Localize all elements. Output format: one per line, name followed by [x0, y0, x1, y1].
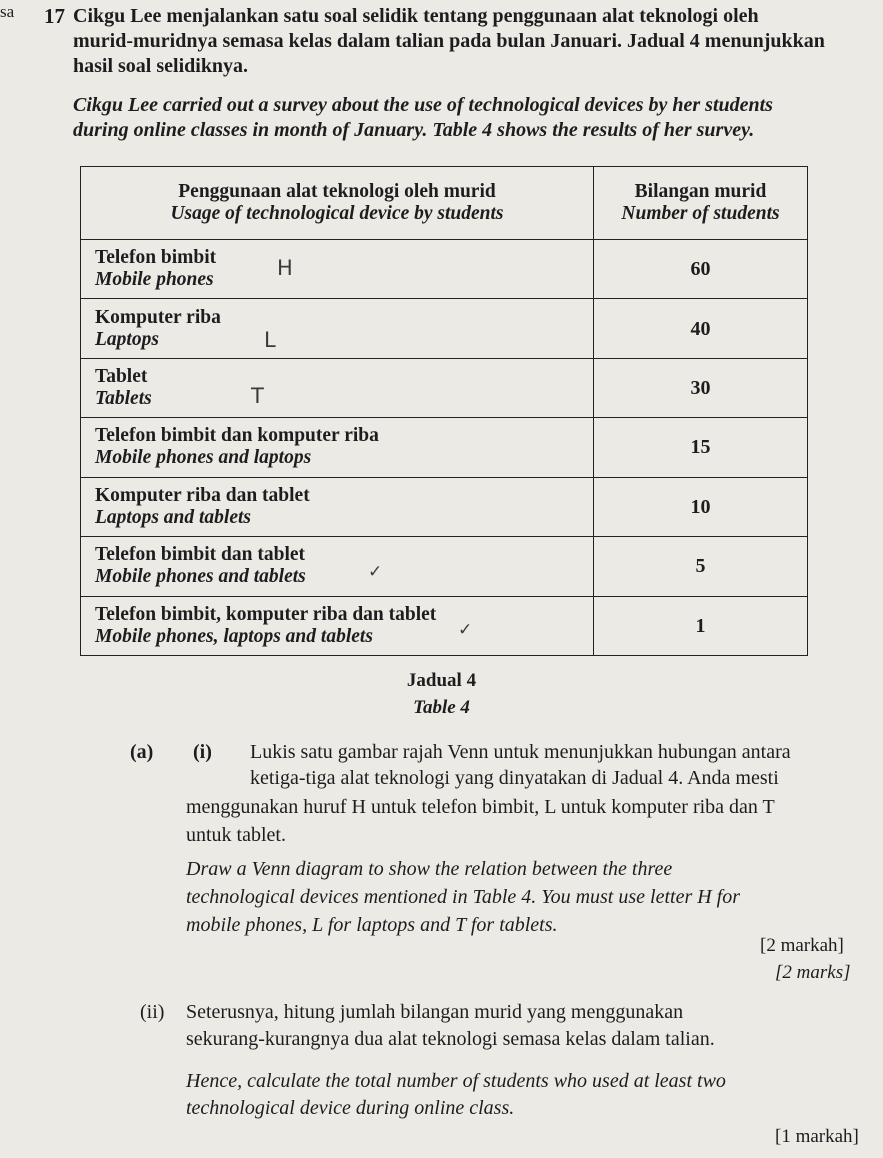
row-device-en: Tablets: [95, 388, 152, 410]
intro-en-line-1: Cikgu Lee carried out a survey about the use of technological devices by her students: [73, 94, 773, 116]
part-a-i-ms-line-4: untuk tablet.: [186, 824, 286, 846]
row-device-en: Mobile phones, laptops and tablets: [95, 625, 373, 647]
row-device-en: Mobile phones: [95, 269, 214, 291]
intro-en-line-2: during online classes in month of January. Table 4 shows the results of her survey.: [73, 119, 755, 141]
handwritten-note-h: H: [277, 256, 293, 280]
row-device-ms: Telefon bimbit, komputer riba dan tablet: [95, 603, 437, 625]
count-column-header: [594, 167, 808, 240]
margin-mark: sa: [0, 2, 15, 21]
part-a-i-marks-ms: [2 markah]: [760, 935, 844, 956]
part-a-i-ms-line-2: ketiga-tiga alat teknologi yang dinyatakan di Jadual 4. Anda mesti: [250, 767, 779, 789]
part-a-i-marks-en: [2 marks]: [775, 962, 851, 983]
part-a-label: (a): [130, 741, 154, 763]
row-device-en: Laptops: [95, 328, 159, 350]
handwritten-note-l: L: [264, 328, 276, 352]
table-caption-ms: Jadual 4: [406, 670, 477, 691]
row-count: 40: [594, 299, 808, 358]
device-header-en: Usage of technological device by students: [170, 203, 504, 224]
row-device-ms: Komputer riba: [95, 306, 221, 328]
count-header-en: Number of students: [621, 203, 780, 224]
row-device-en: Mobile phones and laptops: [95, 447, 312, 469]
handwritten-tick-2: ✓: [458, 620, 473, 640]
row-device-en: Laptops and tablets: [95, 506, 252, 528]
part-a-ii-ms-line-2: sekurang-kurangnya dua alat teknologi semasa kelas dalam talian.: [186, 1028, 715, 1050]
row-device-ms: Telefon bimbit: [95, 247, 217, 269]
intro-ms-line-2: murid-muridnya semasa kelas dalam talian pada bulan Januari. Jadual 4 menunjukkan: [73, 30, 825, 52]
survey-table: [80, 166, 808, 656]
row-count: 10: [594, 477, 808, 536]
part-a-ii-en-line-2: technological device during online class.: [186, 1097, 515, 1119]
part-a-i-ms-line-1: Lukis satu gambar rajah Venn untuk menunjukkan hubungan antara: [250, 741, 791, 763]
part-a-ii-marks-ms: [1 markah]: [775, 1126, 859, 1147]
table-row: [81, 477, 808, 536]
row-device-ms: Telefon bimbit dan tablet: [95, 544, 306, 566]
row-count: 1: [594, 596, 808, 655]
part-a-ii-en-line-1: Hence, calculate the total number of students who used at least two: [186, 1070, 726, 1092]
row-device-en: Mobile phones and tablets: [95, 566, 306, 588]
count-header-ms: Bilangan murid: [634, 181, 767, 202]
table-row: [81, 537, 808, 596]
row-device-ms: Tablet: [95, 366, 148, 388]
part-a-i-label: (i): [193, 741, 212, 763]
table-row: [81, 299, 808, 358]
table-row: [81, 240, 808, 299]
question-number: 17: [44, 4, 65, 28]
part-a-i-en-line-2: technological devices mentioned in Table 4. You must use letter H for: [186, 886, 741, 908]
device-header-ms: Penggunaan alat teknologi oleh murid: [178, 181, 496, 202]
row-count: 5: [594, 537, 808, 596]
table-caption-en: Table 4: [413, 697, 470, 718]
table-row: [81, 418, 808, 477]
handwritten-note-t: T: [251, 384, 264, 408]
device-column-header: [81, 167, 594, 240]
part-a-i-en-line-3: mobile phones, L for laptops and T for tablets.: [186, 914, 558, 936]
part-a-i-ms-line-3: menggunakan huruf H untuk telefon bimbit, L untuk komputer riba dan T: [186, 796, 775, 818]
table-header-row: [81, 167, 808, 240]
handwritten-tick-1: ✓: [368, 562, 383, 582]
table-row: [81, 358, 808, 417]
part-a-i-en-line-1: Draw a Venn diagram to show the relation between the three: [186, 858, 673, 880]
intro-ms-line-3: hasil soal selidiknya.: [73, 55, 249, 77]
table-row: [81, 596, 808, 655]
part-a-ii-label: (ii): [140, 1001, 165, 1023]
part-a-ii-ms-line-1: Seterusnya, hitung jumlah bilangan murid yang menggunakan: [186, 1001, 684, 1023]
row-device-ms: Telefon bimbit dan komputer riba: [95, 425, 379, 447]
row-count: 15: [594, 418, 808, 477]
intro-ms-line-1: Cikgu Lee menjalankan satu soal selidik tentang penggunaan alat teknologi oleh: [73, 5, 759, 27]
row-count: 30: [594, 358, 808, 417]
row-count: 60: [594, 240, 808, 299]
row-device-ms: Komputer riba dan tablet: [95, 484, 310, 506]
